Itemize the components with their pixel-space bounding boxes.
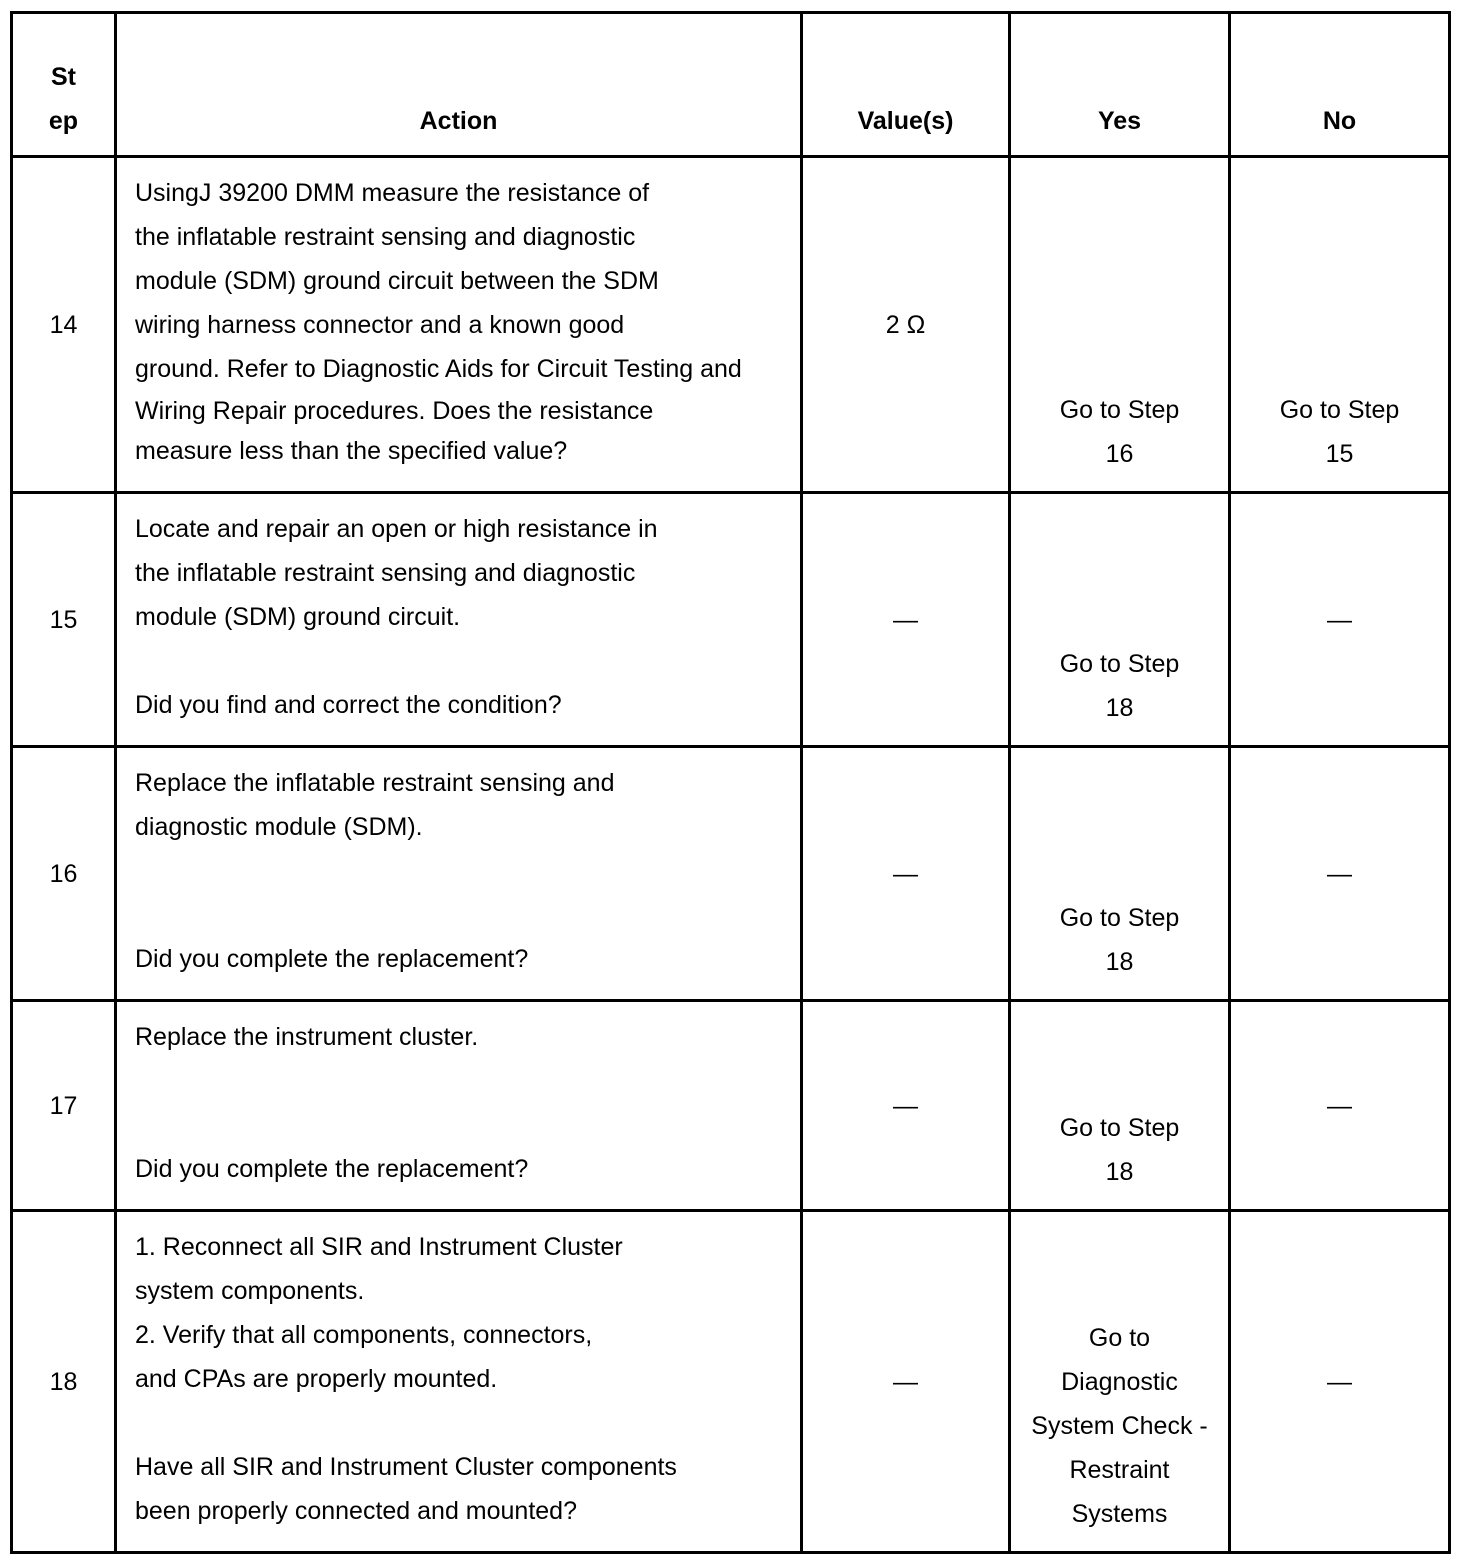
step-number: 16 [12, 747, 116, 1001]
yes-cell: Go to Step 18 [1010, 493, 1230, 747]
no-cell: — [1230, 747, 1450, 1001]
step-number: 18 [12, 1211, 116, 1553]
header-step: St ep [12, 13, 116, 157]
step-number: 17 [12, 1001, 116, 1211]
table-row-step-16 [12, 747, 1450, 1001]
yes-cell: Go to Step 18 [1010, 747, 1230, 1001]
action-text: 1. Reconnect all SIR and Instrument Cluster system components. 2. Verify that all components, connectors, and CPAs are properly mounted. Have all SIR and Instrument Cluster components been properly connected and mounted? [116, 1211, 802, 1553]
header-action: Action [116, 13, 802, 157]
value-cell: — [802, 1211, 1010, 1553]
step-number: 14 [12, 157, 116, 493]
yes-cell: Go to Diagnostic System Check - Restraint Systems [1010, 1211, 1230, 1553]
header-no: No [1230, 13, 1450, 157]
no-cell: Go to Step 15 [1230, 157, 1450, 493]
step-number: 15 [12, 493, 116, 747]
value-cell: — [802, 747, 1010, 1001]
yes-cell: Go to Step 18 [1010, 1001, 1230, 1211]
action-text: Replace the inflatable restraint sensing and diagnostic module (SDM). Did you complete the replacement? [116, 747, 802, 1001]
table-row-step-17 [12, 1001, 1450, 1211]
no-cell: — [1230, 1211, 1450, 1553]
yes-cell: Go to Step 16 [1010, 157, 1230, 493]
no-cell: — [1230, 493, 1450, 747]
action-text: Replace the instrument cluster. Did you complete the replacement? [116, 1001, 802, 1211]
table-row-step-15 [12, 493, 1450, 747]
action-text: Locate and repair an open or high resistance in the inflatable restraint sensing and diagnostic module (SDM) ground circuit. Did you find and correct the condition? [116, 493, 802, 747]
header-row [12, 13, 1450, 157]
diagnostic-table [10, 11, 1451, 1554]
action-text: UsingJ 39200 DMM measure the resistance of the inflatable restraint sensing and diagnostic module (SDM) ground circuit between the SDM wiring harness connector and a known good ground. Refer to Diagnostic Aids for Circuit Testing and Wiring Repair procedures. Does the resistance measure less than the specified value? [116, 157, 802, 493]
header-values: Value(s) [802, 13, 1010, 157]
value-cell: — [802, 493, 1010, 747]
value-cell: — [802, 1001, 1010, 1211]
table-row-step-14 [12, 157, 1450, 493]
header-yes: Yes [1010, 13, 1230, 157]
table-row-step-18 [12, 1211, 1450, 1553]
no-cell: — [1230, 1001, 1450, 1211]
value-cell: 2 Ω [802, 157, 1010, 493]
